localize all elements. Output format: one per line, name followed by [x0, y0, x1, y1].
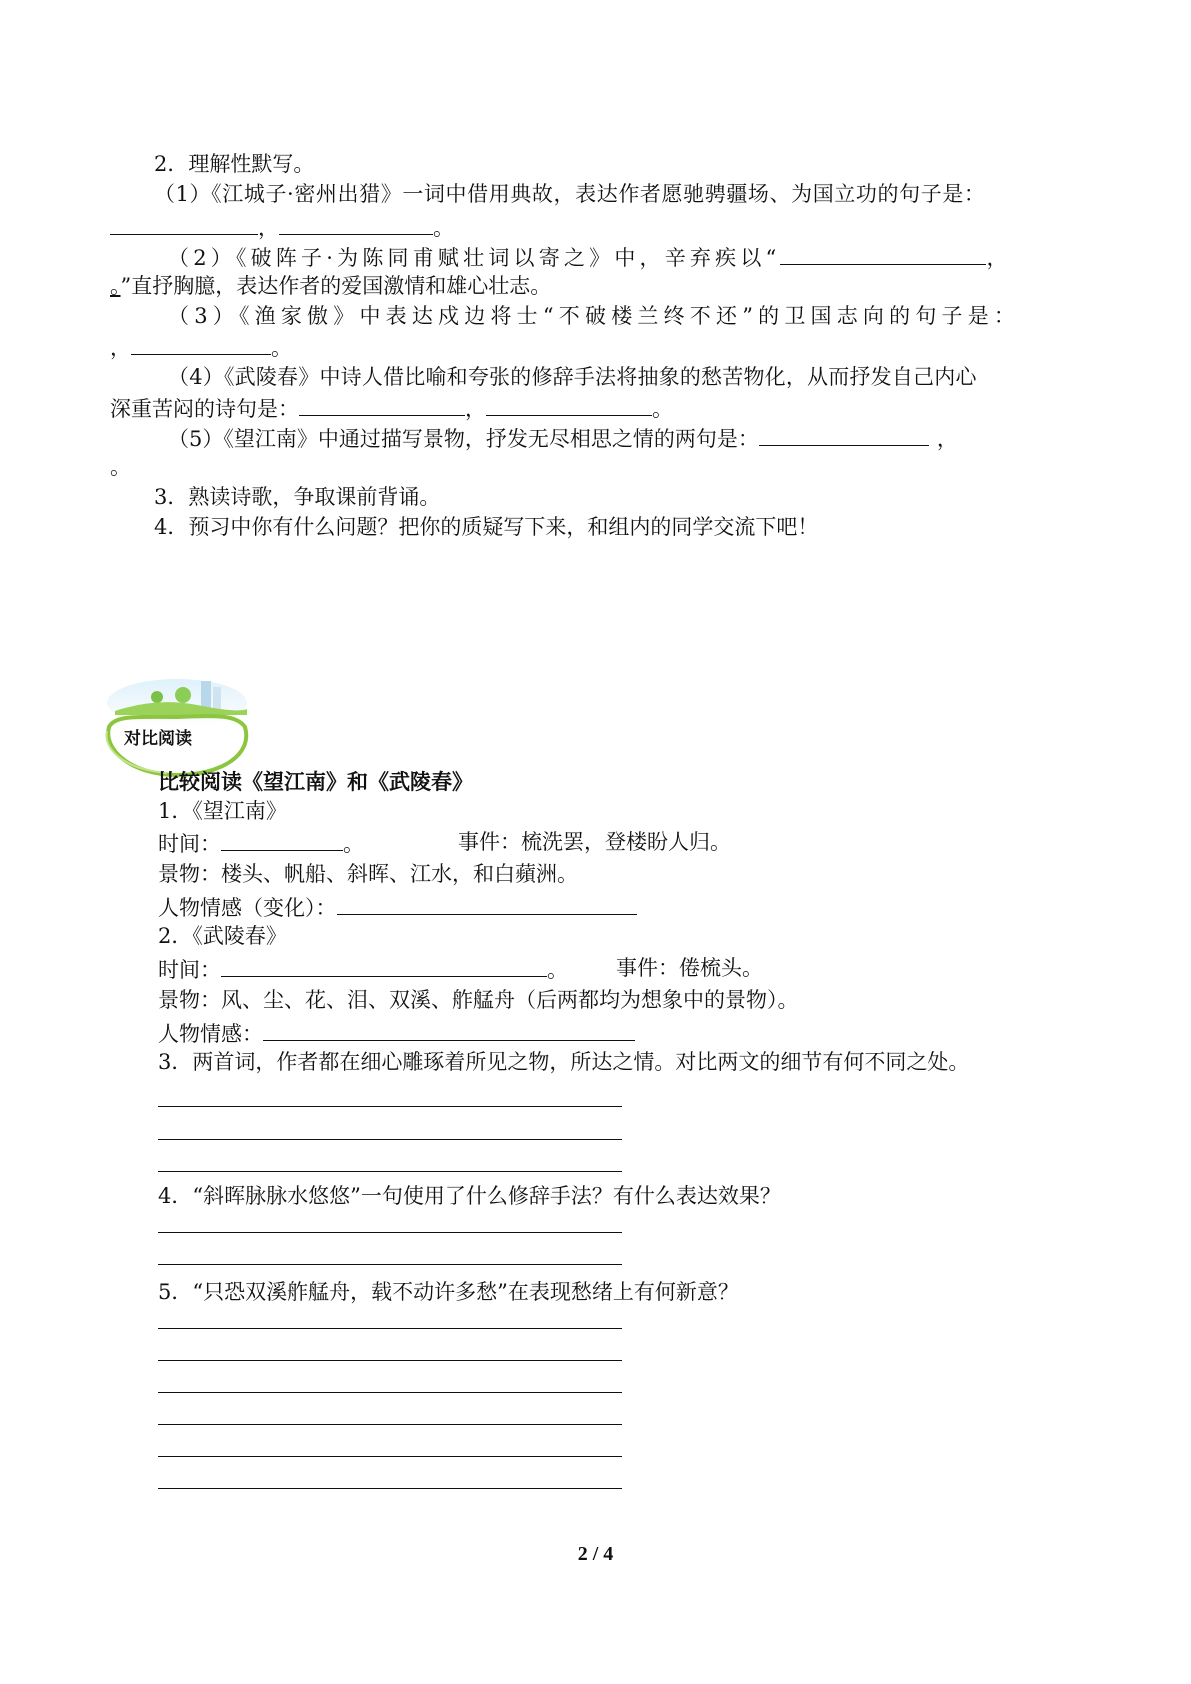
answer-blank[interactable]	[131, 332, 271, 355]
answer-line[interactable]	[158, 1488, 622, 1489]
answer-line[interactable]	[158, 1171, 622, 1172]
question-4: 4．预习中你有什么问题？把你的质疑写下来，和组内的同学交流下吧！	[154, 515, 819, 539]
answer-line[interactable]	[158, 1328, 622, 1329]
tree-icon	[175, 687, 191, 703]
passage-2-emotion	[158, 1018, 635, 1048]
answer-blank[interactable]	[263, 1018, 635, 1041]
question-2-3-answer-line	[110, 332, 292, 362]
compare-question-5: 5．“只恐双溪舴艋舟，载不动许多愁”在表现愁绪上有何新意？	[158, 1280, 739, 1304]
answer-line[interactable]	[158, 1232, 622, 1233]
tree-icon	[151, 691, 163, 703]
end-mark: 。	[343, 832, 364, 856]
passage-1-emotion	[158, 892, 637, 922]
answer-blank[interactable]	[221, 828, 343, 851]
answer-blank[interactable]	[299, 393, 465, 416]
passage-2-event: 事件：倦梳头。	[616, 956, 763, 980]
separator: ，	[110, 336, 131, 360]
answer-blank[interactable]	[759, 423, 929, 446]
answer-blank[interactable]	[110, 212, 258, 235]
passage-1-scenery: 景物：楼头、帆船、斜晖、江水，和白蘋洲。	[158, 862, 578, 886]
question-2-4-cont-text: 深重苦闷的诗句是：	[110, 397, 299, 421]
question-2-1: （1）《江城子·密州出猎》一词中借用典故，表达作者愿驰骋疆场、为国立功的句子是：	[154, 182, 986, 206]
compare-question-3: 3．两首词，作者都在细心雕琢着所见之物，所达之情。对比两文的细节有何不同之处。	[158, 1050, 970, 1074]
time-label: 时间：	[158, 832, 221, 856]
page-number: 2 / 4	[577, 1543, 614, 1565]
question-2-3: （3）《渔家傲》中表达戍边将士“不破楼兰终不还”的卫国志向的句子是：	[168, 304, 1021, 328]
building-icon	[201, 681, 211, 709]
answer-blank[interactable]	[780, 242, 986, 265]
answer-line[interactable]	[158, 1424, 622, 1425]
time-label: 时间：	[158, 958, 221, 982]
answer-blank-mark[interactable]: 。	[110, 274, 121, 298]
answer-line[interactable]	[158, 1139, 622, 1140]
emotion-label: 人物情感（变化）：	[158, 896, 337, 920]
section-badge-label: 对比阅读	[124, 729, 192, 749]
answer-blank[interactable]	[279, 212, 433, 235]
passage-1-event: 事件：梳洗罢，登楼盼人归。	[458, 830, 731, 854]
compare-question-4: 4．“斜晖脉脉水悠悠”一句使用了什么修辞手法？有什么表达效果？	[158, 1184, 781, 1208]
end-mark: 。	[652, 397, 673, 421]
question-2-2-cont	[110, 272, 551, 300]
end-mark: 。	[547, 958, 568, 982]
question-2-5	[168, 423, 958, 453]
passage-2-title: 2．《武陵春》	[158, 924, 287, 948]
question-2-title: 2．理解性默写。	[154, 152, 315, 176]
end-mark: 。	[433, 216, 454, 240]
passage-2-scenery: 景物：风、尘、花、泪、双溪、舴艋舟（后两都均为想象中的景物）。	[158, 988, 799, 1012]
question-2-4: （4）《武陵春》中诗人借比喻和夸张的修辞手法将抽象的愁苦物化，从而抒发自己内心	[168, 365, 977, 389]
section-title: 比较阅读《望江南》和《武陵春》	[158, 770, 473, 794]
emotion-label: 人物情感：	[158, 1022, 263, 1046]
question-2-2	[168, 242, 1012, 272]
question-3: 3．熟读诗歌，争取课前背诵。	[154, 485, 441, 509]
passage-1-time	[158, 828, 364, 858]
question-2-4-cont	[110, 393, 673, 423]
question-2-2-text: （2）《破阵子·为陈同甫赋壮词以寄之》中，辛弃疾以“	[168, 246, 781, 270]
question-2-5-end: 。	[110, 455, 131, 479]
question-2-2-cont-text: ”直抒胸臆，表达作者的爱国激情和雄心壮志。	[120, 274, 552, 298]
separator: ，	[465, 397, 486, 421]
answer-line[interactable]	[158, 1456, 622, 1457]
answer-blank[interactable]	[486, 393, 652, 416]
answer-line[interactable]	[158, 1106, 622, 1107]
answer-line[interactable]	[158, 1264, 622, 1265]
question-2-1-answer-line	[110, 212, 454, 242]
passage-1-title: 1．《望江南》	[158, 799, 287, 823]
answer-line[interactable]	[158, 1360, 622, 1361]
separator: ，	[936, 427, 958, 451]
passage-2-time	[158, 954, 568, 984]
separator: ，	[258, 216, 279, 240]
end-mark: 。	[271, 336, 292, 360]
question-2-5-text: （5）《望江南》中通过描写景物，抒发无尽相思之情的两句是：	[168, 427, 759, 451]
answer-blank[interactable]	[221, 954, 547, 977]
answer-blank[interactable]	[337, 892, 637, 915]
answer-line[interactable]	[158, 1392, 622, 1393]
building-icon	[213, 687, 221, 709]
separator: ，	[986, 246, 1012, 270]
